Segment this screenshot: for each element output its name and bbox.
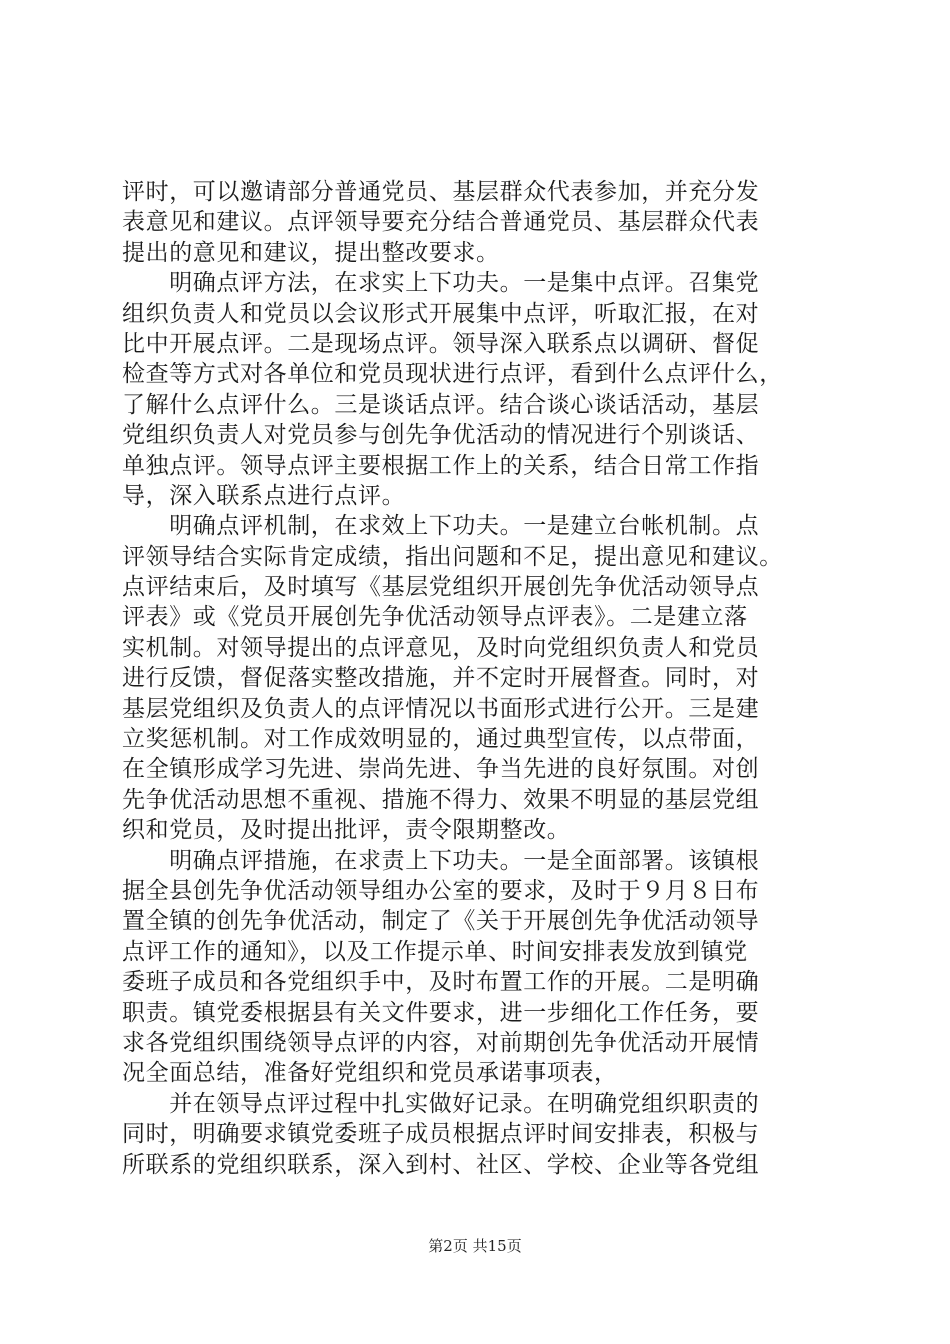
text-line: 明确点评方法，在求实上下功夫。一是集中点评。召集党 <box>122 270 760 297</box>
text-line: 党组织负责人对党员参与创先争优活动的情况进行个别谈话、 <box>122 422 760 449</box>
text-line: 同时，明确要求镇党委班子成员根据点评时间安排表，积极与 <box>122 1121 760 1148</box>
text-line: 点评结束后，及时填写《基层党组织开展创先争优活动领导点 <box>122 574 760 601</box>
text-line: 据全县创先争优活动领导组办公室的要求，及时于９月８日布 <box>122 877 760 904</box>
text-line: 在全镇形成学习先进、崇尚先进、争当先进的良好氛围。对创 <box>122 756 760 783</box>
body-text <box>122 177 832 1180</box>
text-line: 立奖惩机制。对工作成效明显的，通过典型宣传，以点带面， <box>122 726 760 753</box>
text-line: 比中开展点评。二是现场点评。领导深入联系点以调研、督促 <box>122 330 760 357</box>
text-line: 进行反馈，督促落实整改措施，并不定时开展督查。同时，对 <box>122 665 760 692</box>
text-line: 提出的意见和建议，提出整改要求。 <box>122 239 500 266</box>
text-line: 基层党组织及负责人的点评情况以书面形式进行公开。三是建 <box>122 695 760 722</box>
page-number-footer: 第2页 共15页 <box>428 1237 522 1255</box>
text-line: 评领导结合实际肯定成绩，指出问题和不足，提出意见和建议。 <box>122 543 783 570</box>
text-line: 评时，可以邀请部分普通党员、基层群众代表参加，并充分发 <box>122 179 760 205</box>
text-line: 了解什么点评什么。三是谈话点评。结合谈心谈话活动，基层 <box>122 391 760 418</box>
text-line: 委班子成员和各党组织手中，及时布置工作的开展。二是明确 <box>122 969 760 996</box>
text-line: 组织负责人和党员以会议形式开展集中点评，听取汇报，在对 <box>122 300 760 327</box>
text-line: 实机制。对领导提出的点评意见，及时向党组织负责人和党员 <box>122 634 760 661</box>
text-line: 况全面总结，准备好党组织和党员承诺事项表， <box>122 1060 618 1087</box>
text-line: 明确点评措施，在求责上下功夫。一是全面部署。该镇根 <box>122 847 760 874</box>
text-line: 织和党员，及时提出批评，责令限期整改。 <box>122 817 571 844</box>
text-line: 所联系的党组织联系，深入到村、社区、学校、企业等各党组 <box>122 1151 760 1178</box>
text-line: 检查等方式对各单位和党员现状进行点评，看到什么点评什么， <box>122 361 783 388</box>
text-line: 求各党组织围绕领导点评的内容，对前期创先争优活动开展情 <box>122 1029 760 1056</box>
text-line: 并在领导点评过程中扎实做好记录。在明确党组织职责的 <box>122 1090 760 1117</box>
text-line: 点评工作的通知》，以及工作提示单、时间安排表发放到镇党 <box>122 938 748 965</box>
text-line: 评表》或《党员开展创先争优活动领导点评表》。二是建立落 <box>122 604 748 631</box>
text-line: 表意见和建议。点评领导要充分结合普通党员、基层群众代表 <box>122 209 760 236</box>
text-line: 导，深入联系点进行点评。 <box>122 482 406 509</box>
text-line: 单独点评。领导点评主要根据工作上的关系，结合日常工作指 <box>122 452 760 479</box>
text-line: 置全镇的创先争优活动，制定了《关于开展创先争优活动领导 <box>122 908 760 935</box>
text-line: 明确点评机制，在求效上下功夫。一是建立台帐机制。点 <box>122 513 760 540</box>
text-line: 先争优活动思想不重视、措施不得力、效果不明显的基层党组 <box>122 786 760 813</box>
text-line: 职责。镇党委根据县有关文件要求，进一步细化工作任务，要 <box>122 999 760 1026</box>
